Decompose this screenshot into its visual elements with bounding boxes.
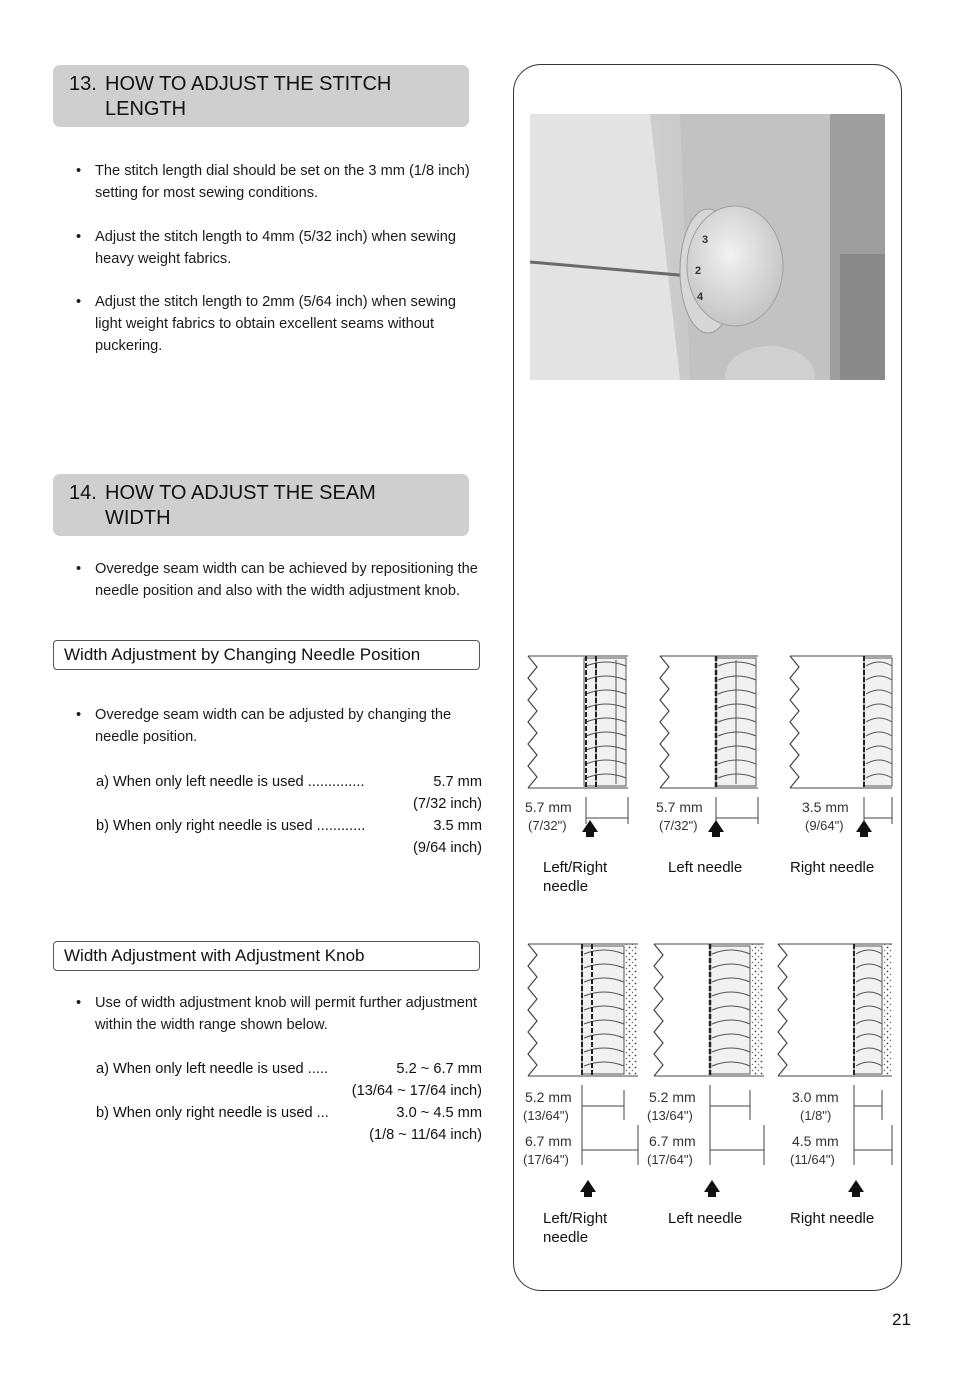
dimension-mm: 6.7 mm — [649, 1133, 696, 1149]
needle-position-subheading: Width Adjustment by Changing Needle Position — [53, 640, 480, 670]
bullet-icon: • — [76, 294, 82, 310]
overlock-stitches — [584, 658, 626, 786]
dimension-inch: (17/64") — [523, 1152, 569, 1167]
bullet-icon: • — [76, 229, 82, 245]
bullet-item — [76, 160, 481, 204]
spec-sub: (1/8 ~ 11/64 inch) — [369, 1127, 482, 1143]
page-number: 21 — [892, 1310, 911, 1329]
bullet-icon: • — [76, 163, 82, 179]
bullet-item — [76, 704, 481, 748]
spec-sub: (13/64 ~ 17/64 inch) — [351, 1083, 482, 1099]
dial-number: 4 — [697, 291, 704, 303]
bullet-icon: • — [76, 995, 82, 1011]
section-13-heading — [53, 65, 469, 127]
dimension-mm: 3.5 mm — [802, 799, 849, 815]
dimension-mm: 5.7 mm — [656, 799, 703, 815]
bullet-text: Adjust the stitch length to 2mm (5/64 inch) when sewing light weight fabrics to obtain excellent seams without puckering. — [95, 294, 456, 354]
dimension-inch: (7/32") — [528, 818, 567, 833]
dimension-mm: 6.7 mm — [525, 1133, 572, 1149]
bullet-icon: • — [76, 561, 82, 577]
diagram-caption: Left/Right needle — [543, 859, 608, 895]
spec-row — [96, 771, 482, 793]
bullet-text: Overedge seam width can be achieved by repositioning the needle position and also with the width adjustment knob. — [95, 561, 478, 599]
dimension-mm: 5.2 mm — [649, 1089, 696, 1105]
spec-sub: (9/64 inch) — [413, 840, 482, 856]
stitch-length-dial-photo — [530, 114, 885, 380]
bullet-text: Adjust the stitch length to 4mm (5/32 inch) when sewing heavy weight fabrics. — [95, 229, 456, 267]
spec-row — [96, 815, 482, 837]
bullet-text: Overedge seam width can be adjusted by changing the needle position. — [95, 707, 452, 745]
bullet-item — [76, 291, 481, 357]
spec-label: b) When only right needle is used ... — [96, 1105, 329, 1121]
spec-value: 5.7 mm — [433, 774, 482, 790]
section-title-line1: HOW TO ADJUST THE SEAM — [105, 482, 376, 504]
dimension-mm: 5.2 mm — [525, 1089, 572, 1105]
section-number: 13. — [69, 73, 97, 95]
bullet-text: The stitch length dial should be set on the 3 mm (1/8 inch) setting for most sewing conditions. — [95, 163, 470, 201]
spec-label: a) When only left needle is used ..... — [96, 1061, 329, 1077]
section-title-line1: HOW TO ADJUST THE STITCH — [105, 73, 392, 95]
diagram-caption: Left/Right needle — [543, 1210, 608, 1246]
spec-row — [96, 1058, 482, 1080]
section-number: 14. — [69, 482, 97, 504]
spec-value: 3.0 ~ 4.5 mm — [396, 1105, 482, 1121]
spec-sub: (7/32 inch) — [413, 796, 482, 812]
bullet-text: Use of width adjustment knob will permit further adjustment within the width range shown below. — [95, 995, 478, 1033]
bullet-icon: • — [76, 707, 82, 723]
diagram-caption: Left needle — [668, 859, 743, 876]
spec-label: a) When only left needle is used .............. — [96, 774, 365, 790]
spec-row — [96, 1102, 482, 1124]
spec-value: 5.2 ~ 6.7 mm — [396, 1061, 482, 1077]
section-title-line2: WIDTH — [105, 507, 171, 529]
bullet-item — [76, 992, 481, 1036]
needle-position-diagrams — [520, 652, 900, 837]
dimension-inch: (13/64") — [647, 1108, 693, 1123]
dimension-inch: (1/8") — [800, 1108, 832, 1123]
section-title-line2: LENGTH — [105, 98, 187, 120]
spec-value: 3.5 mm — [433, 818, 482, 834]
dimension-inch: (9/64") — [805, 818, 844, 833]
adjustment-knob-subheading: Width Adjustment with Adjustment Knob — [53, 941, 480, 971]
diagram-caption: Right needle — [790, 859, 875, 876]
diagram-caption: Right needle — [790, 1210, 875, 1227]
dimension-inch: (13/64") — [523, 1108, 569, 1123]
diagram-caption: Left needle — [668, 1210, 743, 1227]
bullet-item — [76, 558, 481, 602]
dimension-inch: (17/64") — [647, 1152, 693, 1167]
fabric-zigzag-edge — [528, 656, 537, 788]
dimension-mm: 5.7 mm — [525, 799, 572, 815]
adjustment-knob-diagrams — [520, 940, 900, 1200]
bullet-item — [76, 226, 481, 270]
spec-label: b) When only right needle is used ............ — [96, 818, 366, 834]
dimension-mm: 3.0 mm — [792, 1089, 839, 1105]
dimension-inch: (7/32") — [659, 818, 698, 833]
dial-number: 2 — [695, 265, 702, 277]
dimension-inch: (11/64") — [790, 1152, 835, 1167]
section-14-heading — [53, 474, 469, 536]
dial-number: 3 — [702, 234, 709, 246]
dimension-mm: 4.5 mm — [792, 1133, 839, 1149]
